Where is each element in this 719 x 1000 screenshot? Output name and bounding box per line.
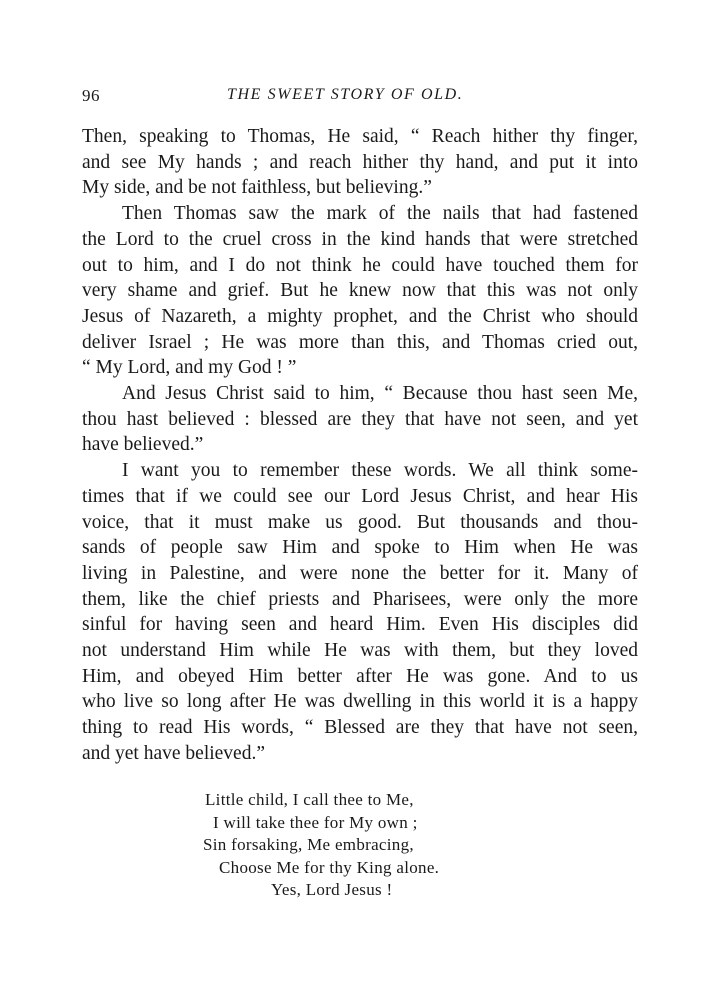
text-line: who live so long after He was dwelling in this world it is a happy: [82, 691, 638, 713]
poem: [203, 789, 503, 902]
text-line: not understand Him while He was with them, but they loved: [82, 640, 638, 662]
poem-line: Yes, Lord Jesus !: [271, 880, 393, 899]
text-line: sands of people saw Him and spoke to Him when He was: [82, 537, 638, 559]
text-line: Then, speaking to Thomas, He said, “ Reach hither thy finger,: [82, 126, 638, 147]
running-head: [82, 86, 638, 110]
text-line: very shame and grief. But he knew now that this was not only: [82, 280, 638, 302]
body-text: [82, 124, 638, 767]
page-number: 96: [82, 86, 100, 105]
paragraph-2: [82, 201, 638, 381]
text-line: “ My Lord, and my God ! ”: [82, 357, 297, 379]
paragraph-4: [82, 458, 638, 766]
text-line: My side, and be not faithless, but believing.”: [82, 177, 432, 199]
running-title: THE SWEET STORY OF OLD.: [227, 86, 464, 103]
text-line: Him, and obeyed Him better after He was gone. And to us: [82, 665, 638, 687]
text-line: I want you to remember these words. We all think some-: [122, 460, 638, 482]
poem-line: Choose Me for thy King alone.: [219, 857, 440, 877]
text-line: Jesus of Nazareth, a mighty prophet, and the Christ who should: [82, 305, 638, 327]
text-line: the Lord to the cruel cross in the kind hands that were stretched: [82, 228, 638, 250]
text-line: and see My hands ; and reach hither thy hand, and put it into: [82, 151, 638, 173]
text-line: voice, that it must make us good. But thousands and thou-: [82, 511, 638, 533]
poem-line: Little child, I call thee to Me,: [205, 790, 414, 809]
text-line: deliver Israel ; He was more than this, and Thomas cried out,: [82, 331, 638, 353]
poem-line: I will take thee for My own ;: [213, 812, 418, 832]
text-line: living in Palestine, and were none the better for it. Many of: [82, 562, 638, 584]
paragraph-1: [82, 124, 638, 201]
text-line: them, like the chief priests and Pharisees, were only the more: [82, 588, 638, 610]
text-line: thou hast believed : blessed are they that have not seen, and yet: [82, 408, 638, 430]
paragraph-3: [82, 381, 638, 458]
poem-line: Sin forsaking, Me embracing,: [203, 835, 414, 854]
text-line: out to him, and I do not think he could have touched them for: [82, 254, 638, 276]
text-line: have believed.”: [82, 434, 204, 456]
text-line: thing to read His words, “ Blessed are they that have not seen,: [82, 717, 638, 739]
text-line: Then Thomas saw the mark of the nails that had fastened: [122, 203, 638, 225]
text-line: and yet have believed.”: [82, 742, 265, 764]
text-line: And Jesus Christ said to him, “ Because thou hast seen Me,: [122, 383, 638, 405]
text-line: sinful for having seen and heard Him. Even His disciples did: [82, 614, 638, 636]
text-line: times that if we could see our Lord Jesus Christ, and hear His: [82, 485, 638, 507]
